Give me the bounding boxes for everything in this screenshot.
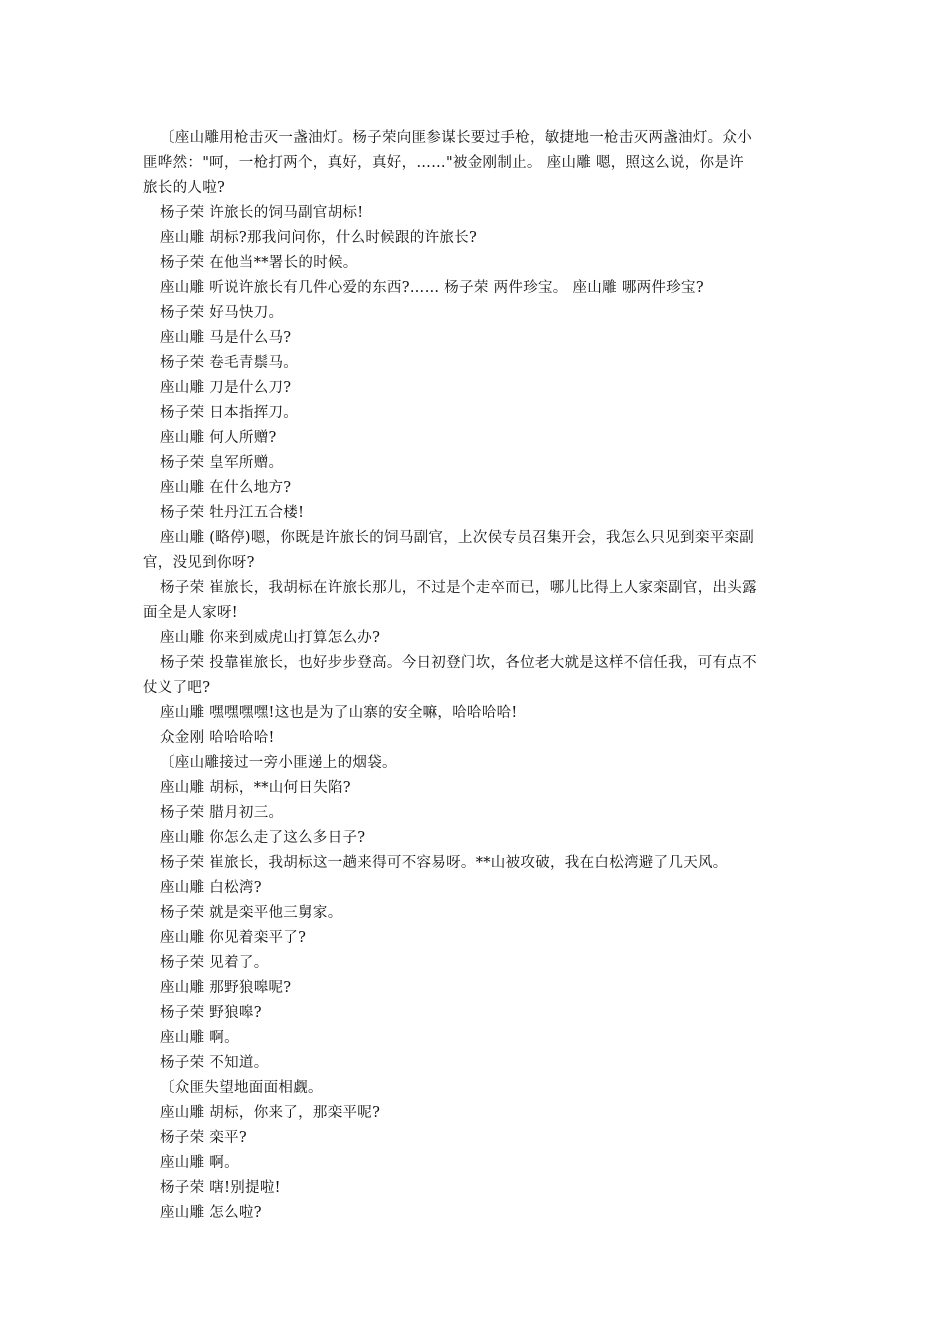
text-line: 杨子荣 栾平? (160, 1130, 247, 1146)
text-line: 旅长的人啦? (143, 180, 226, 196)
text-line: 杨子荣 投靠崔旅长，也好步步登高。今日初登门坎，各位老大就是这样不信任我，可有点不 (160, 655, 757, 671)
text-line: 杨子荣 见着了。 (160, 955, 269, 971)
text-line: 杨子荣 牡丹江五合楼! (160, 505, 305, 521)
text-line: 〔座山雕接过一旁小匪递上的烟袋。 (160, 755, 397, 771)
text-line: 杨子荣 许旅长的饲马副官胡标! (160, 205, 364, 221)
text-line: 座山雕 胡标?那我问问你，什么时候跟的许旅长? (160, 230, 478, 246)
text-line: 杨子荣 崔旅长，我胡标在许旅长那儿，不过是个走卒而已，哪儿比得上人家栾副官，出头露 (160, 580, 757, 596)
text-line: 杨子荣 好马快刀。 (160, 305, 284, 321)
text-line: 座山雕 你来到威虎山打算怎么办? (160, 630, 381, 646)
text-line: 杨子荣 不知道。 (160, 1055, 269, 1071)
text-line: 杨子荣 卷毛青鬃马。 (160, 355, 299, 371)
text-line: 座山雕 (略停)嗯，你既是许旅长的饲马副官，上次侯专员召集开会，我怎么只见到栾平栾副 (160, 530, 755, 546)
text-line: 杨子荣 野狼嗥? (160, 1005, 262, 1021)
text-line: 座山雕 你见着栾平了? (160, 930, 307, 946)
text-line: 杨子荣 日本指挥刀。 (160, 405, 299, 421)
script-text-body (143, 126, 809, 1226)
text-line: 官，没见到你呀? (143, 555, 255, 571)
text-line: 座山雕 那野狼嗥呢? (160, 980, 292, 996)
text-line: 座山雕 何人所赠? (160, 430, 277, 446)
text-line: 面全是人家呀! (143, 605, 238, 621)
text-line: 杨子荣 就是栾平他三舅家。 (160, 905, 343, 921)
text-line: 仗义了吧? (143, 680, 211, 696)
text-line: 众金刚 哈哈哈哈! (160, 730, 275, 746)
text-line: 杨子荣 皇军所赠。 (160, 455, 284, 471)
text-line: 杨子荣 崔旅长，我胡标这一趟来得可不容易呀。**山被攻破，我在白松湾避了几天风。 (160, 855, 728, 871)
text-line: 座山雕 啊。 (160, 1155, 239, 1171)
text-line: 〔座山雕用枪击灭一盏油灯。杨子荣向匪参谋长要过手枪，敏捷地一枪击灭两盏油灯。众小 (160, 130, 752, 146)
text-line: 座山雕 马是什么马? (160, 330, 292, 346)
text-line: 杨子荣 嗐!别提啦! (160, 1180, 281, 1196)
text-line: 座山雕 听说许旅长有几件心爱的东西?…… 杨子荣 两件珍宝。 座山雕 哪两件珍宝? (160, 280, 704, 296)
text-line: 〔众匪失望地面面相觑。 (160, 1080, 323, 1096)
text-line: 座山雕 嘿嘿嘿嘿!这也是为了山寨的安全嘛，哈哈哈哈! (160, 705, 518, 721)
text-line: 座山雕 胡标，**山何日失陷? (160, 780, 351, 796)
text-line: 座山雕 刀是什么刀? (160, 380, 292, 396)
text-line: 座山雕 啊。 (160, 1030, 239, 1046)
text-line: 座山雕 你怎么走了这么多日子? (160, 830, 366, 846)
text-line: 杨子荣 在他当**署长的时候。 (160, 255, 358, 271)
text-line: 匪哗然："呵，一枪打两个，真好，真好，……"被金刚制止。 座山雕 嗯，照这么说，你是许 (143, 155, 744, 171)
text-line: 座山雕 怎么啦? (160, 1205, 262, 1221)
text-line: 座山雕 白松湾? (160, 880, 262, 896)
text-line: 杨子荣 腊月初三。 (160, 805, 284, 821)
text-line: 座山雕 胡标，你来了，那栾平呢? (160, 1105, 381, 1121)
text-line: 座山雕 在什么地方? (160, 480, 292, 496)
